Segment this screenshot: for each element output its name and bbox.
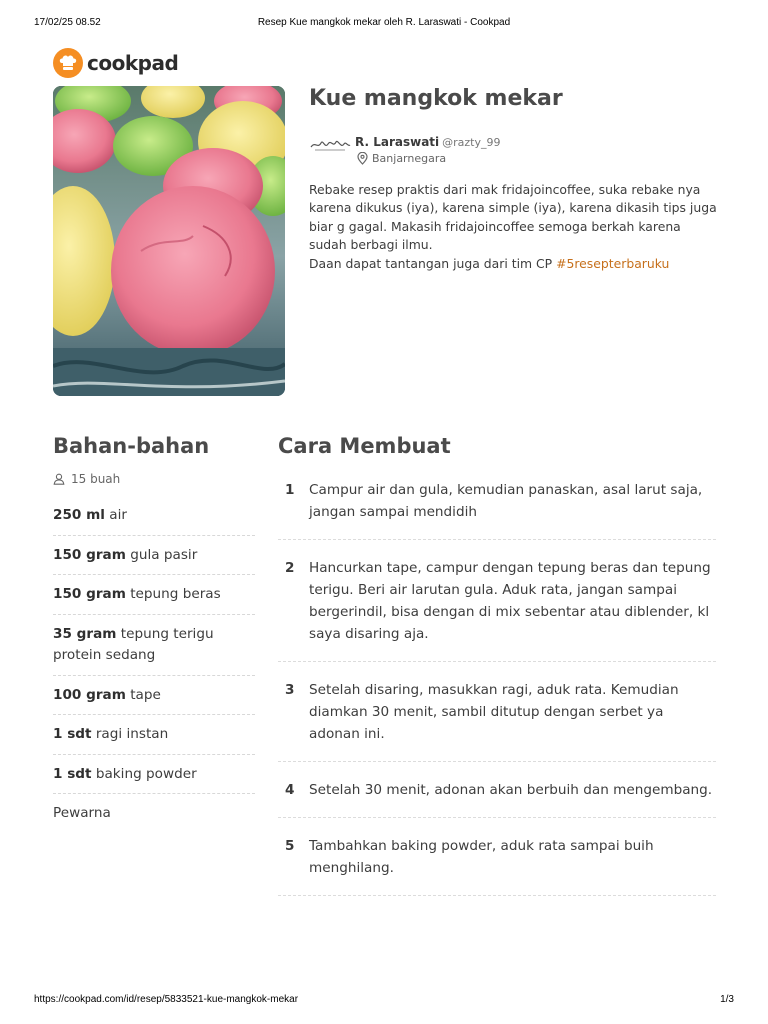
chef-hat-icon bbox=[53, 48, 83, 78]
recipe-photo bbox=[53, 86, 285, 396]
author-avatar[interactable] bbox=[309, 133, 351, 155]
ingredient-name: tepung terigu protein sedang bbox=[53, 625, 214, 663]
author-location-text: Banjarnegara bbox=[372, 152, 447, 165]
print-page-title: Resep Kue mangkok mekar oleh R. Laraswati - Cookpad bbox=[257, 17, 511, 28]
location-pin-icon bbox=[357, 152, 368, 165]
ingredient-item bbox=[53, 536, 255, 576]
ingredient-name: gula pasir bbox=[130, 546, 198, 563]
step-text: Campur air dan gula, kemudian panaskan, asal larut saja, jangan sampai mendidih bbox=[309, 482, 703, 520]
description-challenge bbox=[309, 255, 719, 273]
ingredient-item bbox=[53, 575, 255, 615]
ingredient-quantity: 250 ml bbox=[53, 507, 105, 523]
recipe-description bbox=[309, 181, 719, 273]
ingredient-quantity: 100 gram bbox=[53, 686, 126, 703]
cookpad-logo[interactable] bbox=[53, 48, 178, 78]
ingredient-item bbox=[53, 794, 255, 833]
print-footer bbox=[34, 994, 734, 1008]
ingredient-name: tepung beras bbox=[130, 586, 221, 602]
ingredient-name: ragi instan bbox=[95, 726, 169, 742]
step-text: Setelah disaring, masukkan ragi, aduk rata. Kemudian diamkan 30 menit, sambil ditutup dengan serbet ya adonan ini. bbox=[309, 682, 679, 742]
step-item bbox=[278, 770, 716, 818]
servings bbox=[53, 472, 120, 486]
step-item bbox=[278, 826, 716, 896]
ingredient-quantity: 150 gram bbox=[53, 546, 126, 563]
author-handle[interactable]: @razty_99 bbox=[442, 136, 501, 149]
ingredient-name: baking powder bbox=[95, 765, 197, 782]
ingredient-quantity: 1 sdt bbox=[53, 765, 92, 782]
print-url: https://cookpad.com/id/resep/5833521-kue-mangkok-mekar bbox=[34, 994, 299, 1005]
ingredient-item bbox=[53, 676, 255, 716]
step-item bbox=[278, 670, 716, 762]
step-number: 1 bbox=[285, 482, 295, 498]
ingredient-quantity: 1 sdt bbox=[53, 726, 92, 742]
steps-list bbox=[278, 470, 716, 904]
step-number: 5 bbox=[285, 838, 295, 854]
ingredient-name: air bbox=[109, 507, 127, 523]
step-number: 2 bbox=[285, 560, 295, 576]
author-location bbox=[357, 152, 446, 165]
ingredient-quantity: 35 gram bbox=[53, 625, 117, 642]
recipe-title: Kue mangkok mekar bbox=[309, 86, 563, 111]
ingredient-item bbox=[53, 755, 255, 795]
print-header bbox=[34, 17, 734, 31]
servings-text: 15 buah bbox=[71, 472, 121, 486]
ingredients-title: Bahan-bahan bbox=[53, 434, 210, 458]
print-page-number: 1/3 bbox=[720, 994, 734, 1005]
step-number: 4 bbox=[285, 782, 295, 798]
ingredient-item bbox=[53, 715, 255, 755]
step-number: 3 bbox=[285, 682, 295, 698]
step-item bbox=[278, 470, 716, 540]
step-text: Hancurkan tape, campur dengan tepung beras dan tepung terigu. Beri air larutan gula. Aduk rata, jangan sampai bergerindil, bisa dengan di mix sebentar atau diblender, kl saya disaring aja. bbox=[309, 560, 711, 642]
ingredient-name: Pewarna bbox=[53, 805, 111, 821]
author-name-text[interactable]: R. Laraswati bbox=[355, 135, 440, 149]
ingredient-name: tape bbox=[130, 686, 161, 703]
print-datetime: 17/02/25 08.52 bbox=[34, 17, 101, 28]
description-paragraph: Rebake resep praktis dari mak fridajoincoffee, suka rebake nya karena dikukus (iya), karena simple (iya), karena dikasih tips juga biar g gagal. Makasih fridajoincoffee semoga berkah karena sudah berbagi ilmu. bbox=[309, 182, 717, 253]
brand-name: cookpad bbox=[87, 51, 179, 75]
ingredients-list bbox=[53, 496, 255, 833]
step-text: Setelah 30 menit, adonan akan berbuih dan mengembang. bbox=[309, 782, 713, 798]
ingredient-item bbox=[53, 496, 255, 536]
hashtag-link[interactable]: #5resepterbaruku bbox=[556, 255, 670, 271]
step-item bbox=[278, 548, 716, 662]
ingredient-item bbox=[53, 615, 255, 676]
steps-title: Cara Membuat bbox=[278, 434, 451, 458]
step-text: Tambahkan baking powder, aduk rata sampai buih menghilang. bbox=[309, 838, 654, 876]
ingredient-quantity: 150 gram bbox=[53, 586, 126, 602]
person-icon bbox=[53, 473, 65, 485]
author-name[interactable] bbox=[355, 135, 501, 149]
challenge-text: Daan dapat tantangan juga dari tim CP bbox=[309, 255, 557, 271]
